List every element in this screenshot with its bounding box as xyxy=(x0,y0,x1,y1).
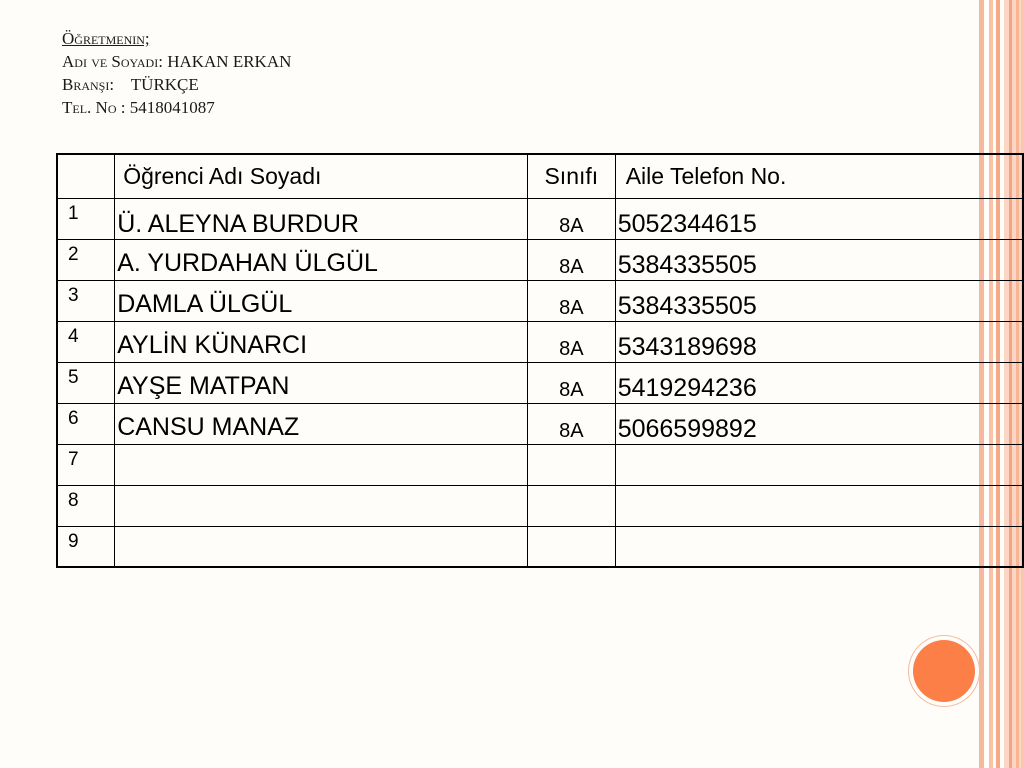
student-name xyxy=(115,444,528,485)
table-row xyxy=(57,280,1023,321)
teacher-tel-value: : 5418041087 xyxy=(120,98,215,117)
row-number: 8 xyxy=(57,485,115,526)
table-row xyxy=(57,198,1023,239)
student-class: 8A xyxy=(527,362,615,403)
student-name xyxy=(115,485,528,526)
parent-phone: 5343189698 xyxy=(615,321,1023,362)
teacher-info xyxy=(62,27,291,119)
parent-phone: 5052344615 xyxy=(615,198,1023,239)
teacher-name-label: Adı ve Soyadı: xyxy=(62,52,163,71)
row-number: 4 xyxy=(57,321,115,362)
teacher-tel-label: Tel. No xyxy=(62,98,117,117)
parent-phone: 5066599892 xyxy=(615,403,1023,444)
header-class: Sınıfı xyxy=(527,154,615,198)
table-row xyxy=(57,485,1023,526)
student-class: 8A xyxy=(527,239,615,280)
student-name xyxy=(115,526,528,567)
student-class: 8A xyxy=(527,321,615,362)
parent-phone xyxy=(615,526,1023,567)
student-class xyxy=(527,485,615,526)
teacher-branch-value: TÜRKÇE xyxy=(130,75,199,94)
table-row xyxy=(57,526,1023,567)
teacher-name-line xyxy=(62,50,291,73)
row-number: 3 xyxy=(57,280,115,321)
student-name: Ü. ALEYNA BURDUR xyxy=(115,198,528,239)
row-number: 5 xyxy=(57,362,115,403)
decor-circle-icon xyxy=(913,640,975,702)
student-class xyxy=(527,444,615,485)
parent-phone xyxy=(615,485,1023,526)
header-parent-phone: Aile Telefon No. xyxy=(615,154,1023,198)
student-name: AYLİN KÜNARCI xyxy=(115,321,528,362)
row-number: 9 xyxy=(57,526,115,567)
teacher-branch-line xyxy=(62,73,291,96)
table-row xyxy=(57,403,1023,444)
table-row xyxy=(57,239,1023,280)
table-row xyxy=(57,362,1023,403)
table-row xyxy=(57,444,1023,485)
student-name: AYŞE MATPAN xyxy=(115,362,528,403)
table-row xyxy=(57,321,1023,362)
row-number: 7 xyxy=(57,444,115,485)
table-header-row xyxy=(57,154,1023,198)
student-name: CANSU MANAZ xyxy=(115,403,528,444)
parent-phone: 5384335505 xyxy=(615,280,1023,321)
student-class: 8A xyxy=(527,280,615,321)
teacher-tel-line xyxy=(62,96,291,119)
student-name: A. YURDAHAN ÜLGÜL xyxy=(115,239,528,280)
row-number: 6 xyxy=(57,403,115,444)
parent-phone: 5384335505 xyxy=(615,239,1023,280)
teacher-name-value: HAKAN ERKAN xyxy=(167,52,292,71)
row-number: 2 xyxy=(57,239,115,280)
teacher-heading: Öğretmenin; xyxy=(62,29,150,48)
student-table xyxy=(56,153,1024,568)
student-class: 8A xyxy=(527,403,615,444)
parent-phone: 5419294236 xyxy=(615,362,1023,403)
header-student-name: Öğrenci Adı Soyadı xyxy=(115,154,528,198)
student-class: 8A xyxy=(527,198,615,239)
row-number: 1 xyxy=(57,198,115,239)
header-number xyxy=(57,154,115,198)
student-name: DAMLA ÜLGÜL xyxy=(115,280,528,321)
student-class xyxy=(527,526,615,567)
teacher-branch-label: Branşı: xyxy=(62,75,115,94)
parent-phone xyxy=(615,444,1023,485)
